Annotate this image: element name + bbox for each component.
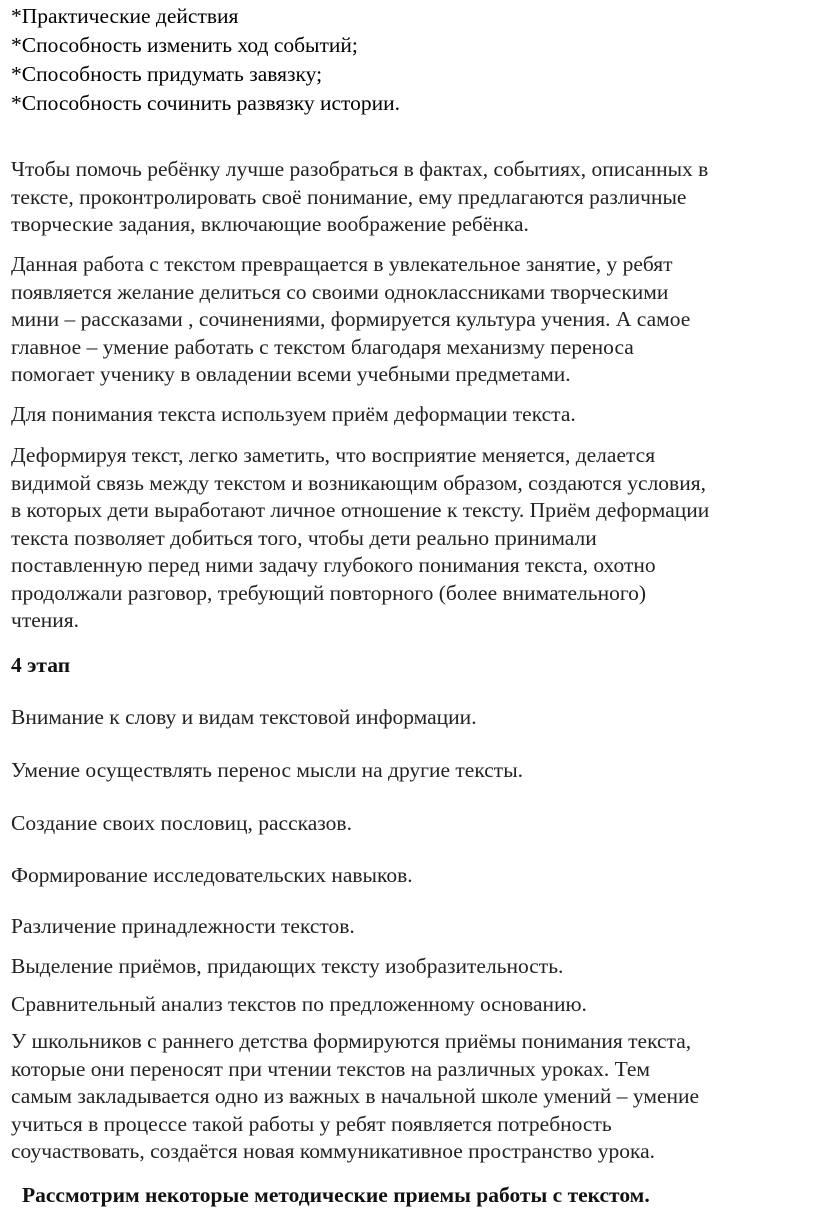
text-line: учиться в процессе такой работы у ребят появляется потребность (11, 1111, 612, 1136)
stage-item: Различение принадлежности текстов. (11, 914, 355, 938)
stage-item: Умение осуществлять перенос мысли на другие тексты. (11, 758, 524, 782)
paragraph-engaging-work (11, 251, 811, 389)
stage-item: Внимание к слову и видам текстовой информации. (11, 705, 477, 729)
closing-heading: Рассмотрим некоторые методические приемы работы с текстом. (22, 1183, 650, 1207)
text-line: видимой связь между текстом и возникающим образом, создаются условия, (11, 470, 706, 495)
text-line: в которых дети выработают личное отношение к тексту. Приём деформации (11, 498, 710, 522)
text-line: тексте, проконтролировать своё понимание, ему предлагаются различные (11, 184, 687, 209)
text-line: Чтобы помочь ребёнку лучше разобраться в фактах, событиях, описанных в (11, 157, 709, 181)
text-line: продолжали разговор, требующий повторного (более внимательного) (11, 580, 647, 605)
text-line: соучаствовать, создаётся новая коммуникативное пространство урока. (11, 1139, 656, 1163)
stage-item: Сравнительный анализ текстов по предложенному основанию. (11, 992, 587, 1016)
abilities-list-item: *Способность изменить ход событий; (11, 33, 358, 57)
text-line: самым закладывается одно из важных в начальной школе умений – умение (11, 1084, 700, 1108)
stage-item: Выделение приёмов, придающих тексту изобразительность. (11, 954, 564, 978)
text-line: главное – умение работать с текстом благодаря механизму переноса (11, 334, 634, 359)
text-line: творческие задания, включающие воображение ребёнка. (11, 212, 529, 236)
paragraph-deformation-details (11, 442, 811, 635)
text-line: появляется желание делиться со своими одноклассниками творческими (11, 279, 669, 304)
text-line: Деформируя текст, легко заметить, что восприятие меняется, делается (11, 443, 656, 467)
paragraph-creative-tasks (11, 156, 811, 239)
text-line: поставленную перед ними задачу глубокого понимания текста, охотно (11, 553, 656, 577)
text-line: помогает ученику в овладении всеми учебными предметами. (11, 362, 571, 386)
abilities-list-item: *Практические действия (11, 4, 239, 28)
text-line: мини – рассказами , сочинениями, формируется культура учения. А самое (11, 307, 691, 331)
text-line: чтения. (11, 608, 80, 632)
paragraph-comprehension-skills (11, 1028, 811, 1166)
paragraph-deformation-method: Для понимания текста используем приём деформации текста. (11, 402, 576, 426)
abilities-list-item: *Способность сочинить развязку истории. (11, 91, 401, 115)
stage-item: Создание своих пословиц, рассказов. (11, 811, 352, 835)
stage-item: Формирование исследовательских навыков. (11, 863, 413, 887)
stage-heading: 4 этап (11, 653, 71, 677)
abilities-list (11, 2, 400, 118)
text-line: У школьников с раннего детства формируются приёмы понимания текста, (11, 1029, 692, 1053)
text-line: Данная работа с текстом превращается в увлекательное занятие, у ребят (11, 252, 673, 276)
text-line: текста позволяет добиться того, чтобы дети реально принимали (11, 525, 597, 550)
abilities-list-item: *Способность придумать завязку; (11, 62, 323, 86)
text-line: которые они переносят при чтении текстов на различных уроках. Тем (11, 1056, 651, 1081)
